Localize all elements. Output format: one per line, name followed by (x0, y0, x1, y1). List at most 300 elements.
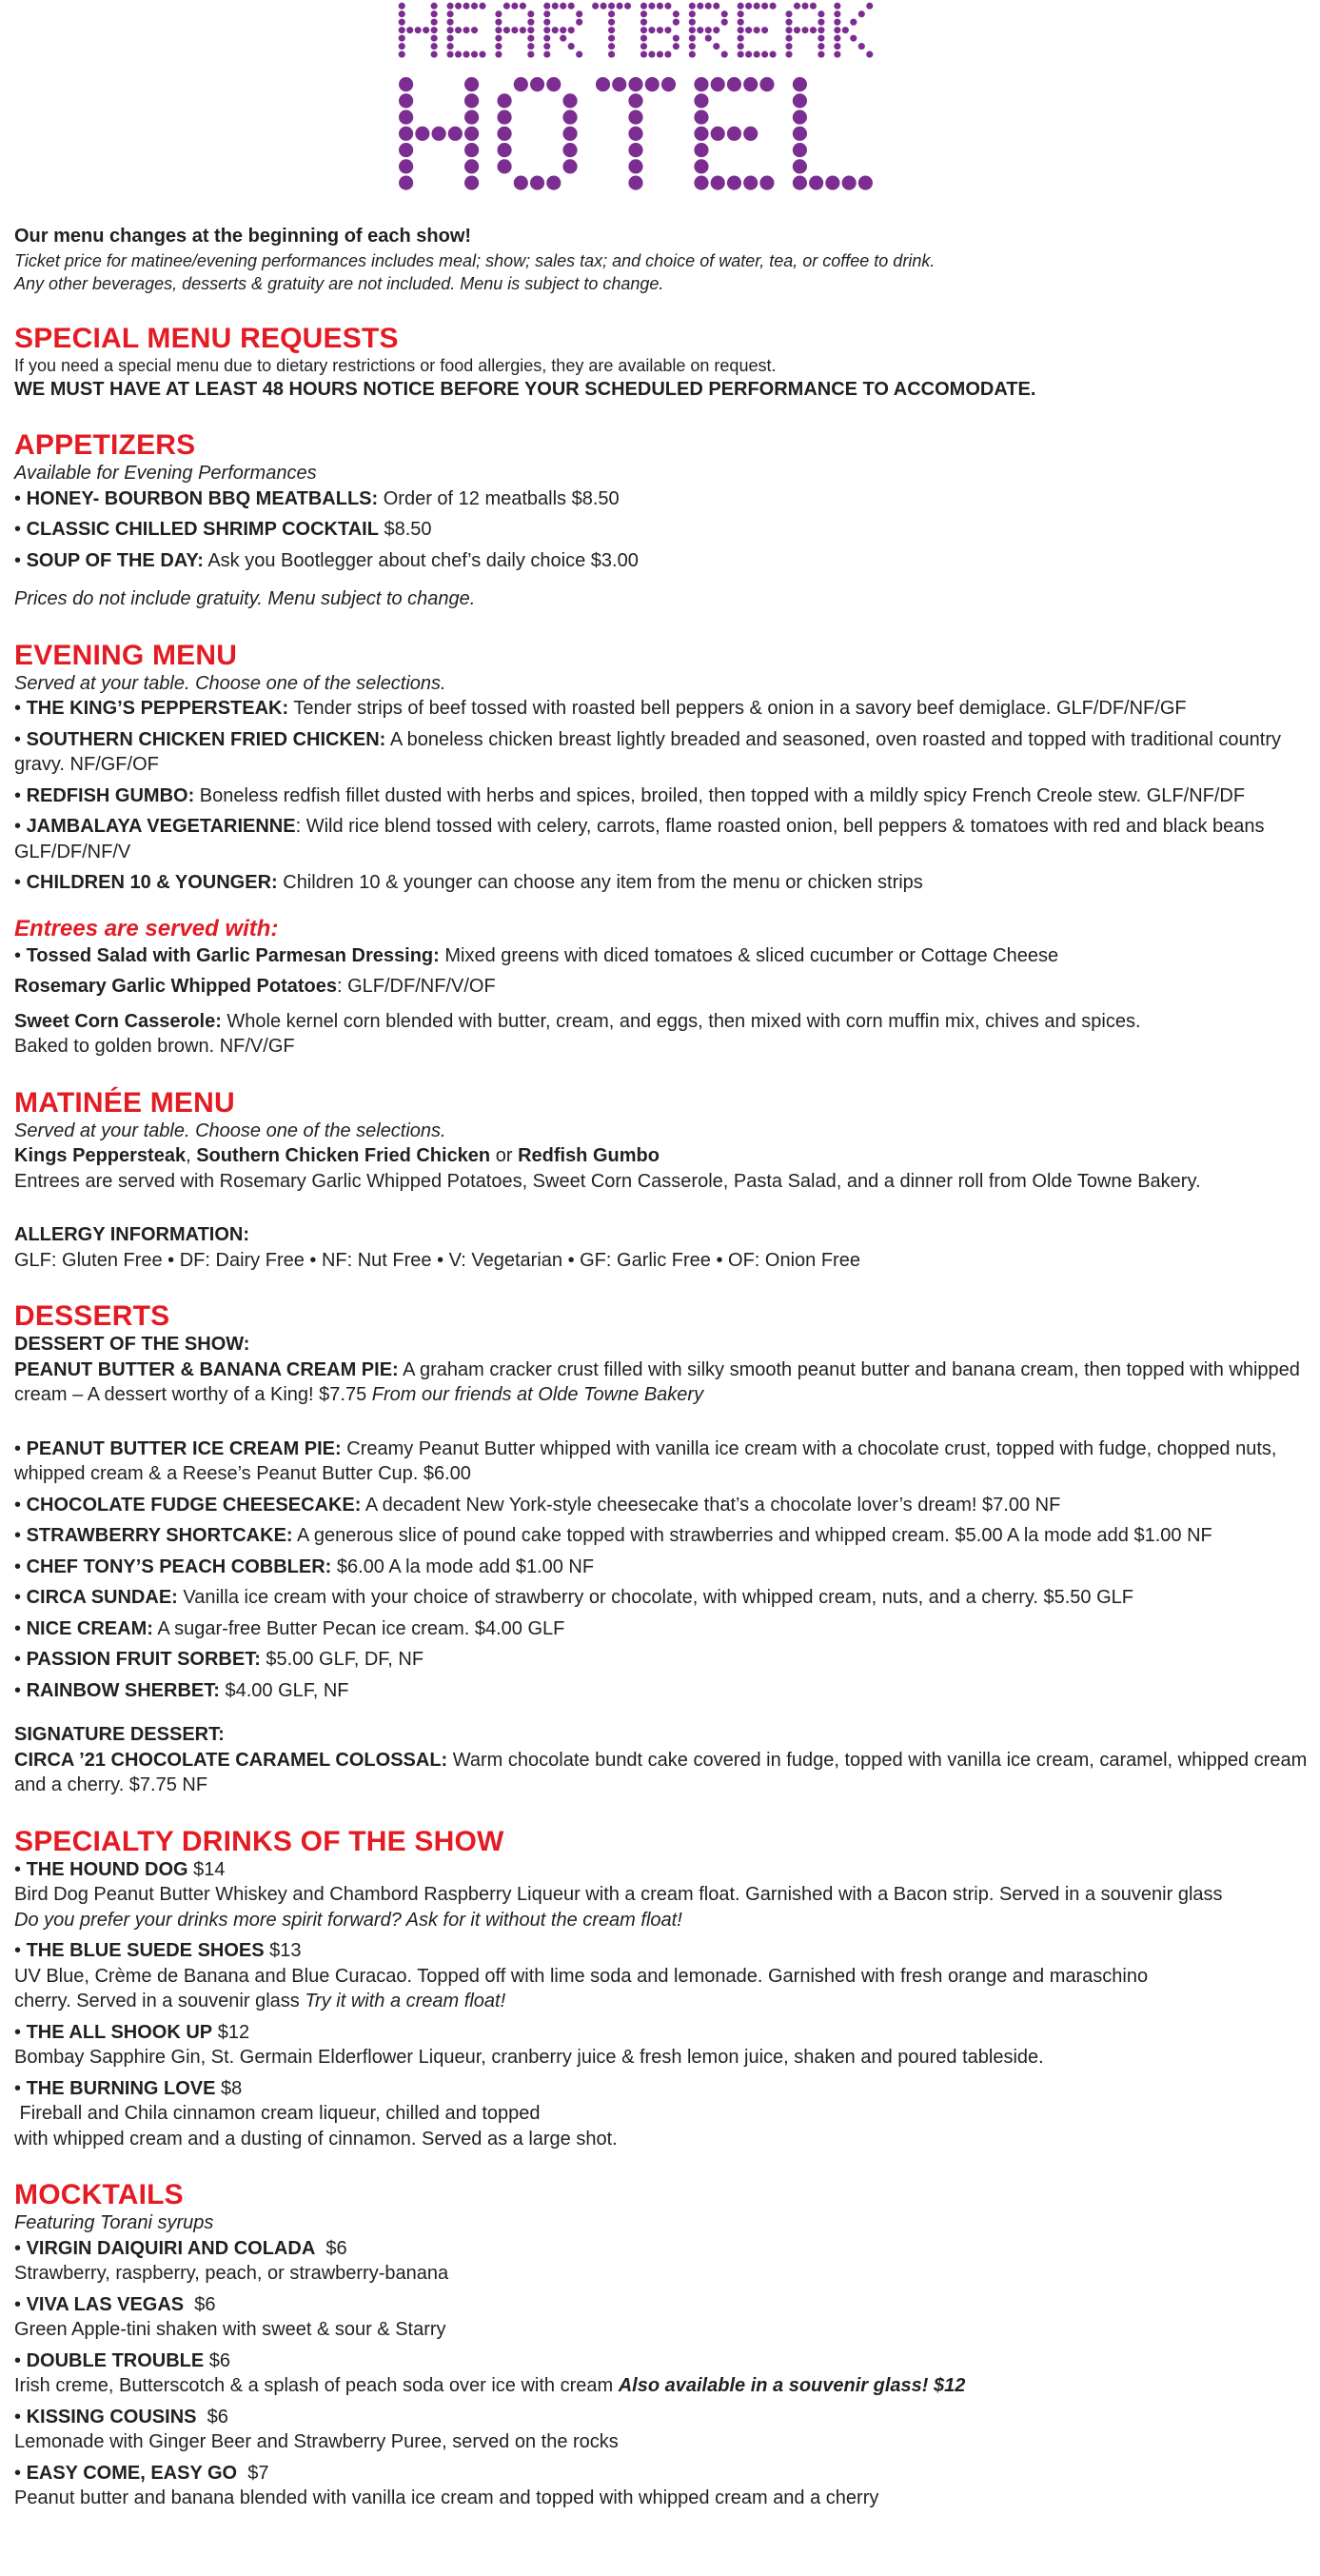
logo-dot (415, 127, 429, 141)
logo-dot (810, 3, 817, 10)
logo-dot (697, 3, 703, 10)
logo-dot (738, 27, 744, 33)
logo-dot (514, 175, 528, 189)
drink-desc: UV Blue, Crème de Banana and Blue Curacao. Topped off with lime soda and lemonade. Garnished with fresh orange and maraschino (14, 1965, 1149, 1987)
logo-dot (664, 51, 671, 58)
logo-dot (399, 3, 405, 10)
logo-dot (503, 3, 510, 10)
logo-dot (495, 19, 502, 26)
logo-dot (713, 3, 719, 10)
logo-dot (745, 51, 752, 58)
mocktail-item (14, 2461, 1313, 2487)
dessert-item-name: CIRCA SUNDAE: (26, 1587, 178, 1608)
special-requests-section (14, 324, 1313, 403)
logo-dot (432, 127, 446, 141)
drink-note: Do you prefer your drinks more spirit forward? Ask for it without the cream float! (14, 1909, 682, 1931)
logo-dot (673, 43, 680, 50)
signature-dessert-desc: Warm chocolate bundt cake covered in fudge, topped with vanilla ice cream, caramel, whipped cream and a cherry. $7.75 NF (14, 1749, 1308, 1795)
logo-dot (694, 175, 708, 189)
logo-dot (560, 35, 566, 42)
logo-dot (640, 51, 647, 58)
logo-dot (543, 19, 550, 26)
logo-dot (448, 127, 463, 141)
logo-dot (694, 127, 708, 141)
dessert-item (14, 1555, 1313, 1580)
logo-dot (628, 93, 642, 108)
logo-dot (399, 19, 405, 26)
dessert-of-show-label: DESSERT OF THE SHOW: (14, 1334, 250, 1355)
logo-dot (399, 77, 413, 91)
drink-item (14, 2076, 1313, 2102)
dessert-item (14, 1647, 1313, 1673)
logo-dot (495, 43, 502, 50)
intro-heading: Our menu changes at the beginning of each show! (14, 226, 472, 247)
logo-dot (628, 143, 642, 157)
logo-dot (608, 3, 615, 10)
logo-dot (738, 43, 744, 50)
logo-dot (640, 10, 647, 17)
logo-dot (657, 27, 663, 33)
drink-desc: Bombay Sapphire Gin, St. Germain Elderflower Liqueur, cranberry juice & fresh lemon juice, shaken and poured tableside. (14, 2047, 1044, 2068)
logo-dot (689, 10, 696, 17)
logo-dot (743, 77, 758, 91)
dessert-item (14, 1437, 1313, 1487)
logo-dot (793, 110, 807, 125)
logo-dot (673, 35, 680, 42)
logo-dot (562, 110, 577, 125)
logo-dot (527, 19, 534, 26)
logo-dot (608, 43, 615, 50)
appetizers-title: APPETIZERS (14, 429, 196, 461)
logo-dot (431, 27, 438, 33)
logo-dot (447, 51, 454, 58)
drink-desc: Fireball and Chila cinnamon cream liqueur, chilled and topped (14, 2103, 541, 2124)
dessert-item-desc: A sugar-free Butter Pecan ice cream. $4.00 GLF (152, 1617, 565, 1639)
logo-dot (759, 77, 774, 91)
dessert-item-desc: Creamy Peanut Butter whipped with vanilla ice cream with a chocolate crust, topped with fudge, chopped nuts, whipped cream & a Reese’s Peanut Butter Cup. $6.00 (14, 1437, 1277, 1484)
logo-dot (770, 51, 777, 58)
logo-dot (530, 175, 544, 189)
allergy-title: ALLERGY INFORMATION: (14, 1224, 250, 1245)
dessert-item-name: RAINBOW SHERBET: (26, 1679, 220, 1701)
mocktail-item (14, 2405, 1313, 2430)
logo-dot (648, 3, 655, 10)
evening-menu-subtitle: Served at your table. Choose one of the selections. (14, 672, 446, 694)
logo-dot (455, 51, 462, 58)
mocktail-note: Also available in a souvenir glass! $12 (618, 2375, 966, 2396)
logo-dot (399, 159, 413, 173)
mocktail-item (14, 2236, 1313, 2262)
side-corn-desc: Whole kernel corn blended with butter, cream, and eggs, then mixed with corn muffin mix, chives and spices. (221, 1010, 1141, 1032)
logo-dot (834, 35, 840, 42)
logo-dot (497, 93, 511, 108)
logo-dot (689, 27, 696, 33)
logo-dot (447, 10, 454, 17)
logo-dot (560, 3, 566, 10)
dessert-item-name: PASSION FRUIT SORBET: (26, 1649, 261, 1670)
logo-dot (495, 27, 502, 33)
logo-dot (727, 77, 741, 91)
signature-dessert-name: CIRCA ’21 CHOCOLATE CARAMEL COLOSSAL: (14, 1749, 448, 1771)
dessert-item-name: STRAWBERRY SHORTCAKE: (26, 1525, 293, 1546)
logo-dot (497, 143, 511, 157)
logo-dot (568, 43, 575, 50)
logo-dot (431, 3, 438, 10)
logo-dot (546, 77, 561, 91)
logo-dot (511, 27, 518, 33)
logo-dot (562, 127, 577, 141)
logo-dot (431, 43, 438, 50)
evening-item-name: REDFISH GUMBO: (26, 784, 195, 806)
drink-desc: Bird Dog Peanut Butter Whiskey and Chambord Raspberry Liqueur with a cream float. Garnished with a Bacon strip. Served in a souvenir glass (14, 1884, 1223, 1905)
logo-dot (761, 3, 768, 10)
logo-dot (705, 35, 712, 42)
appetizers-section (14, 430, 1313, 612)
dessert-item-desc: $5.00 GLF, DF, NF (260, 1649, 424, 1670)
logo-dot (850, 19, 857, 26)
logo-dot (464, 127, 479, 141)
mocktails-section (14, 2180, 1313, 2511)
logo-dot (793, 77, 807, 91)
logo-dot (616, 3, 622, 10)
logo-dot (514, 77, 528, 91)
logo-dot (738, 19, 744, 26)
drink-price: $14 (187, 1858, 226, 1880)
mocktail-price: $6 (196, 2406, 228, 2427)
logo-dot (694, 143, 708, 157)
evening-item-name: CHILDREN 10 & YOUNGER: (26, 872, 278, 893)
dessert-item-desc: A decadent New York-style cheesecake that’s a chocolate lover’s dream! $7.00 NF (361, 1494, 1061, 1516)
logo-dot (738, 51, 744, 58)
logo-dot (818, 43, 824, 50)
logo-dot (560, 27, 566, 33)
matinee-choice: Southern Chicken Fried Chicken (196, 1145, 491, 1166)
logo-dot (794, 3, 800, 10)
logo-dot (727, 127, 741, 141)
logo-dot (793, 143, 807, 157)
appetizer-item (14, 486, 1313, 512)
logo-dot (568, 3, 575, 10)
logo-dot (858, 10, 865, 17)
logo-dot (495, 35, 502, 42)
mocktail-item (14, 2292, 1313, 2318)
evening-item-name: THE KING’S PEPPERSTEAK: (26, 698, 289, 719)
logo-dot (825, 175, 839, 189)
logo-dot (463, 51, 469, 58)
logo-dot (673, 10, 680, 17)
logo-dot (399, 10, 405, 17)
logo-dot (628, 110, 642, 125)
logo-dot (801, 3, 808, 10)
logo-dot (464, 143, 479, 157)
intro-section (14, 224, 1313, 295)
logo-dot (497, 159, 511, 173)
mocktail-name: VIVA LAS VEGAS (26, 2293, 185, 2315)
evening-item (14, 783, 1313, 809)
logo-dot (399, 93, 413, 108)
side-potatoes-name: Rosemary Garlic Whipped Potatoes (14, 976, 337, 997)
appetizer-item (14, 517, 1313, 543)
logo-dot (858, 175, 873, 189)
evening-item (14, 814, 1313, 864)
dessert-item (14, 1585, 1313, 1611)
logo-dot (495, 10, 502, 17)
appetizer-name: HONEY- BOURBON BBQ MEATBALLS: (26, 487, 379, 509)
logo-dot (543, 51, 550, 58)
evening-item (14, 727, 1313, 778)
dessert-item-name: CHOCOLATE FUDGE CHEESECAKE: (26, 1494, 362, 1516)
drink-name: THE BLUE SUEDE SHOES (26, 1940, 265, 1961)
logo-dot (759, 175, 774, 189)
logo-dot (479, 3, 485, 10)
logo-dot (866, 51, 873, 58)
mocktail-desc: Strawberry, raspberry, peach, or strawberry-banana (14, 2263, 449, 2284)
appetizer-desc: Order of 12 meatballs $8.50 (378, 487, 620, 509)
dessert-item (14, 1523, 1313, 1549)
logo-dot (624, 3, 631, 10)
logo-dot (471, 27, 478, 33)
mocktail-desc: Irish creme, Butterscotch & a splash of peach soda over ice with cream (14, 2375, 619, 2396)
logo-dot (431, 19, 438, 26)
dessert-item (14, 1616, 1313, 1642)
heartbreak-hotel-logo (398, 0, 876, 200)
dessert-item-name: NICE CREAM: (26, 1617, 153, 1639)
mocktail-desc: Green Apple-tini shaken with sweet & sour & Starry (14, 2319, 446, 2340)
allergy-section (14, 1222, 1313, 1273)
drink-item (14, 2020, 1313, 2046)
dessert-item-desc: $6.00 A la mode add $1.00 NF (331, 1556, 595, 1577)
logo-dot (608, 35, 615, 42)
logo-dot (552, 3, 559, 10)
appetizer-name: CLASSIC CHILLED SHRIMP COCKTAIL (26, 519, 379, 540)
logo-dot (697, 27, 703, 33)
logo-dot (497, 127, 511, 141)
logo-dot (455, 27, 462, 33)
matinee-choices (14, 1143, 1313, 1169)
mocktail-name: DOUBLE TROUBLE (26, 2349, 205, 2371)
logo-dot (464, 110, 479, 125)
logo-dot (527, 35, 534, 42)
logo-dot (479, 51, 485, 58)
logo-dot (520, 27, 526, 33)
logo-dot (431, 51, 438, 58)
logo-dot (761, 51, 768, 58)
logo-dot (520, 3, 526, 10)
side-potatoes (14, 974, 1313, 1000)
logo-dot (527, 43, 534, 50)
drink-desc-text: cherry. Served in a souvenir glass (14, 1991, 305, 2011)
logo-dot (608, 10, 615, 17)
logo-dot (743, 127, 758, 141)
appetizer-item (14, 548, 1313, 574)
logo-dot (657, 51, 663, 58)
logo-dot (464, 93, 479, 108)
logo-dot (818, 19, 824, 26)
drink-desc-line-2: with whipped cream and a dusting of cinnamon. Served as a large shot. (14, 2128, 618, 2150)
logo-dot (721, 51, 728, 58)
evening-item-desc: Tender strips of beef tossed with roasted bell peppers & onion in a savory beef demiglace. GLF/DF/NF/GF (288, 698, 1187, 719)
signature-dessert (14, 1748, 1313, 1798)
evening-item-desc: Children 10 & younger can choose any item from the menu or chicken strips (277, 872, 923, 893)
matinee-choice: Redfish Gumbo (518, 1145, 660, 1166)
evening-menu-section (14, 641, 1313, 896)
logo-line-2 (399, 77, 873, 190)
logo-dot (694, 110, 708, 125)
logo-dot (785, 19, 792, 26)
logo-dot (628, 127, 642, 141)
logo-dot (858, 43, 865, 50)
logo-dot (640, 3, 647, 10)
logo-dot (628, 159, 642, 173)
side-salad-name: Tossed Salad with Garlic Parmesan Dressing: (26, 944, 440, 966)
matinee-menu-title: MATINÉE MENU (14, 1086, 235, 1119)
logo-dot (673, 19, 680, 26)
logo-dot (645, 77, 660, 91)
drink-price: $8 (215, 2077, 243, 2099)
dessert-item-name: CHEF TONY’S PEACH COBBLER: (26, 1556, 332, 1577)
logo-dot (601, 3, 607, 10)
logo-dot (713, 27, 719, 33)
logo-dot (503, 27, 510, 33)
logo-dot (527, 10, 534, 17)
logo-dot (648, 51, 655, 58)
dessert-of-show (14, 1357, 1313, 1408)
logo-dot (447, 19, 454, 26)
mocktail-name: VIRGIN DAIQUIRI AND COLADA (26, 2237, 316, 2259)
side-potatoes-desc: : GLF/DF/NF/V/OF (336, 976, 496, 997)
logo-dot (608, 27, 615, 33)
logo-dot (745, 3, 752, 10)
logo-dot (818, 35, 824, 42)
logo-dot (834, 43, 840, 50)
logo-dot (562, 143, 577, 157)
logo-dot (842, 175, 857, 189)
logo-dot (406, 27, 413, 33)
logo-dot (834, 3, 840, 10)
logo-dot (596, 77, 610, 91)
logo-dot (640, 19, 647, 26)
logo-dot (842, 27, 849, 33)
logo-dot (495, 51, 502, 58)
logo-dot (431, 10, 438, 17)
logo-dot (850, 35, 857, 42)
drink-price: $13 (264, 1940, 302, 1961)
logo-dot (689, 35, 696, 42)
logo-dot (809, 175, 823, 189)
drink-note: Try it with a cream float! (305, 1991, 506, 2011)
mocktail-desc: Lemonade with Ginger Beer and Strawberry Puree, served on the rocks (14, 2431, 619, 2452)
logo-dot (793, 93, 807, 108)
matinee-sides-note: Entrees are served with Rosemary Garlic Whipped Potatoes, Sweet Corn Casserole, Pasta Salad, and a dinner roll from Olde Towne Bakery. (14, 1170, 1201, 1192)
logo-dot (793, 159, 807, 173)
logo-dot (399, 175, 413, 189)
logo-dot (399, 143, 413, 157)
entrees-sides-section (14, 915, 1313, 1060)
logo-dot (721, 10, 728, 17)
logo-dot (727, 175, 741, 189)
logo-dot (543, 35, 550, 42)
logo-dot (399, 27, 405, 33)
mocktail-name: EASY COME, EASY GO (26, 2462, 238, 2484)
logo-dot (785, 35, 792, 42)
mocktail-desc: Peanut butter and banana blended with vanilla ice cream and topped with whipped cream and a cherry (14, 2487, 879, 2508)
logo-dot (546, 175, 561, 189)
logo-dot (543, 43, 550, 50)
drink-name: THE ALL SHOOK UP (26, 2021, 213, 2043)
logo-dot (738, 3, 744, 10)
side-salad-desc: Mixed greens with diced tomatoes & sliced cucumber or Cottage Cheese (439, 944, 1059, 966)
logo-dot (562, 93, 577, 108)
logo-dot (770, 3, 777, 10)
logo-dot (447, 3, 454, 10)
logo-dot (497, 110, 511, 125)
drink-item (14, 1938, 1313, 1964)
logo-dot (721, 19, 728, 26)
logo-dot (866, 3, 873, 10)
dessert-item-desc: $4.00 GLF, NF (219, 1679, 349, 1701)
logo-dot (471, 51, 478, 58)
logo-dot (568, 27, 575, 33)
logo-dot (464, 77, 479, 91)
evening-item-desc: Boneless redfish fillet dusted with herbs and spices, broiled, then topped with a mildly spicy French Creole stew. GLF/NF/DF (194, 784, 1246, 806)
logo-dot (785, 51, 792, 58)
dessert-item-desc: A generous slice of pound cake topped with strawberries and whipped cream. $5.00 A la mode add $1.00 NF (292, 1525, 1212, 1546)
intro-line-2: Any other beverages, desserts & gratuity are not included. Menu is subject to change. (14, 273, 664, 293)
logo-dot (694, 77, 708, 91)
logo-dot (743, 175, 758, 189)
side-corn-line-2: Baked to golden brown. NF/V/GF (14, 1036, 295, 1057)
logo-dot (543, 10, 550, 17)
logo-dot (640, 35, 647, 42)
logo-dot (415, 27, 422, 33)
logo-dot (648, 27, 655, 33)
appetizer-desc: Ask you Bootlegger about chef’s daily choice $3.00 (203, 549, 639, 571)
logo-dot (818, 27, 824, 33)
logo-dot (785, 10, 792, 17)
logo-dot (399, 51, 405, 58)
mocktail-name: KISSING COUSINS (26, 2406, 197, 2427)
evening-item-name: JAMBALAYA VEGETARIENNE (26, 816, 296, 837)
mocktail-price: $6 (204, 2349, 231, 2371)
mocktail-item (14, 2348, 1313, 2374)
drink-desc-line-2 (14, 1989, 1313, 2014)
appetizer-desc: $8.50 (378, 519, 432, 540)
logo-dot (640, 27, 647, 33)
intro-line-1: Ticket price for matinee/evening performances includes meal; show; sales tax; and choice of water, tea, or coffee to drink. (14, 250, 936, 270)
entrees-sides-title: Entrees are served with: (14, 915, 279, 941)
dessert-item (14, 1493, 1313, 1518)
special-requests-line-1: If you need a special menu due to dietary restrictions or food allergies, they are available on request. (14, 355, 777, 375)
side-salad (14, 943, 1313, 969)
logo-dot (664, 27, 671, 33)
drink-name: THE BURNING LOVE (26, 2077, 216, 2099)
matinee-menu-section (14, 1088, 1313, 1195)
logo-dot (705, 3, 712, 10)
appetizers-note: Prices do not include gratuity. Menu subject to change. (14, 588, 476, 609)
logo-dot-matrix (398, 0, 876, 200)
menu-content (14, 224, 1313, 2511)
logo-dot (705, 27, 712, 33)
logo-dot (689, 43, 696, 50)
appetizer-name: SOUP OF THE DAY: (26, 549, 204, 571)
logo-dot (592, 3, 599, 10)
logo-dot (431, 35, 438, 42)
mocktails-subtitle: Featuring Torani syrups (14, 2212, 214, 2233)
side-corn (14, 1009, 1313, 1035)
logo-dot (711, 127, 725, 141)
mocktails-title: MOCKTAILS (14, 2179, 184, 2210)
logo-dot (576, 19, 582, 26)
